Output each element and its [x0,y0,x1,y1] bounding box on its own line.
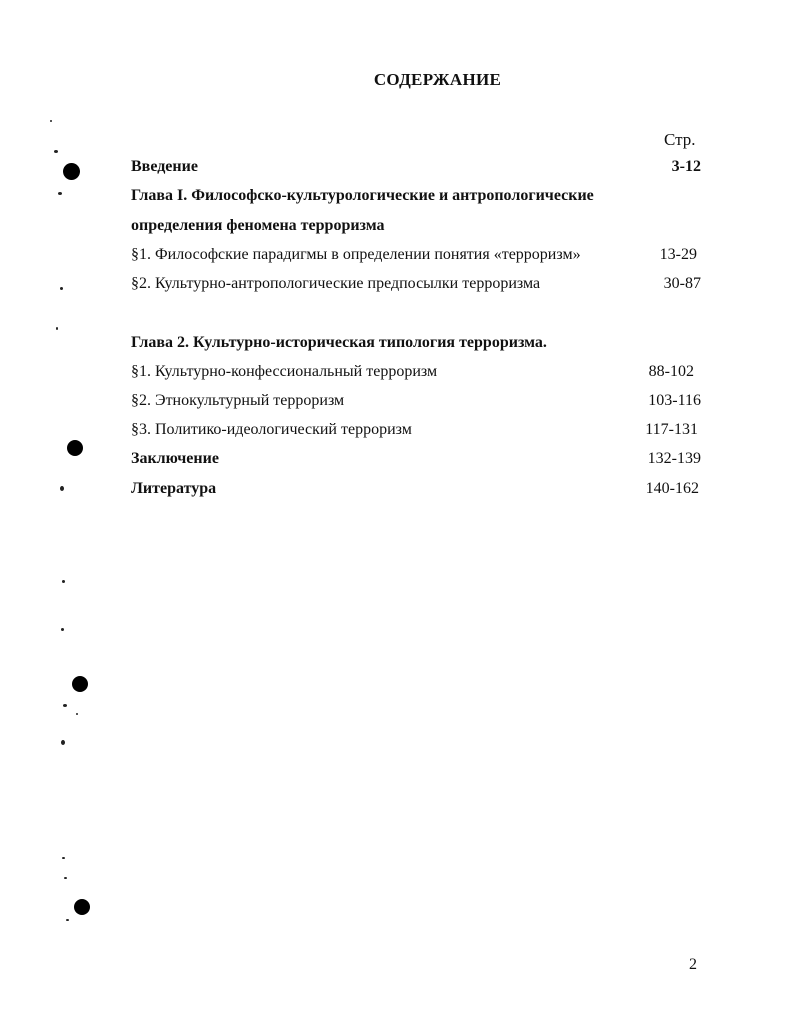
toc-entry-pages: 88-102 [648,363,694,380]
scan-speck [62,857,65,859]
scan-speck [60,486,64,491]
toc-entry-pages: 13-29 [659,246,697,263]
punch-hole-mark [67,440,83,456]
toc-entry-label: Введение [131,158,198,175]
toc-entry-pages: 140-162 [645,480,699,497]
toc-entry-conclusion [131,447,701,471]
toc-entry-label: §1. Культурно-конфессиональный терроризм [131,363,438,380]
scan-speck [54,150,58,153]
scan-speck [64,877,67,879]
chapter1-heading-line2: определения феномена терроризма [131,217,385,234]
toc-entry-intro [131,155,701,179]
pages-column-label: Стр. [664,130,696,149]
punch-hole-mark [72,676,88,692]
punch-hole-mark [74,899,90,915]
page-title: СОДЕРЖАНИЕ [373,70,502,89]
toc-entry-ch2-s2 [131,389,701,413]
toc-entry-pages: 103-116 [648,392,701,409]
toc-entry-pages: 117-131 [645,421,698,438]
toc-entry-label: Заключение [131,450,219,467]
punch-hole-mark [63,163,80,180]
scan-speck [76,713,78,715]
toc-entry-label: Литература [131,480,217,497]
scan-speck [61,628,64,631]
page-number: 2 [689,956,697,973]
scan-speck [61,740,65,745]
toc-entry-ch2-s3 [131,418,698,442]
toc-entry-pages: 3-12 [671,158,701,175]
chapter1-heading-line1: Глава I. Философско-культурологические и антропологические [131,187,594,204]
toc-entry-label: §1. Философские парадигмы в определении понятия «терроризм» [131,246,581,263]
toc-entry-label: §2. Культурно-антропологические предпосылки терроризма [131,275,541,292]
toc-entry-ch1-s2 [131,272,701,296]
toc-entry-ch1-s1 [131,243,701,267]
scan-speck [58,192,62,195]
scan-speck [50,120,52,122]
toc-entry-pages: 132-139 [647,450,701,467]
toc-entry-ch2-s1 [131,360,694,384]
chapter2-heading: Глава 2. Культурно-историческая типология терроризма. [131,334,547,351]
toc-entry-label: §2. Этнокультурный терроризм [131,392,345,409]
scan-speck [60,287,63,290]
scan-speck [66,919,69,921]
toc-entry-label: §3. Политико-идеологический терроризм [131,421,412,438]
toc-entry-bibliography [131,477,699,501]
toc-entry-pages: 30-87 [663,275,701,292]
scan-speck [56,327,58,330]
scan-speck [62,580,65,583]
scan-speck [63,704,67,707]
